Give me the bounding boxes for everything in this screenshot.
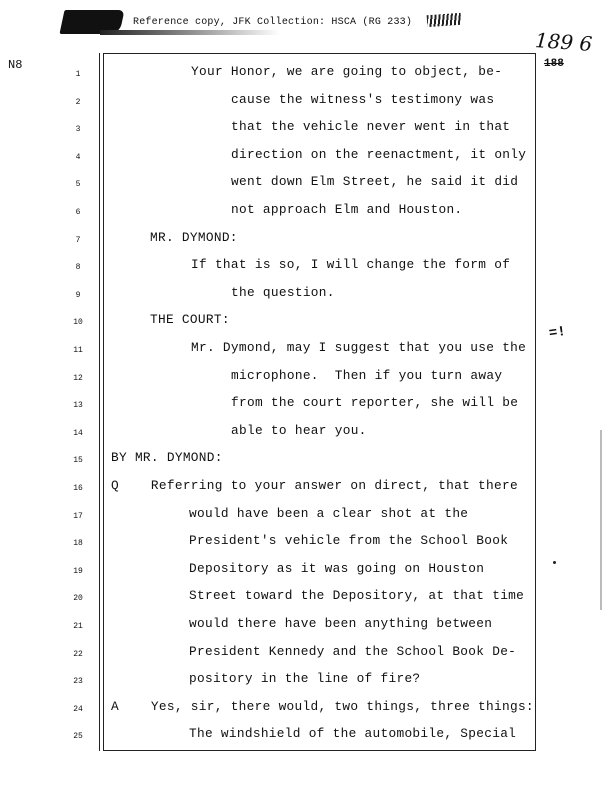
line-text: The windshield of the automobile, Special xyxy=(189,726,517,742)
line-number: 17 xyxy=(73,511,83,521)
stray-mark: =! xyxy=(547,323,567,343)
transcript-line xyxy=(0,478,612,498)
transcript-line xyxy=(0,395,612,415)
line-number: 13 xyxy=(73,401,83,411)
transcript-line xyxy=(0,174,612,194)
transcript-line xyxy=(0,257,612,277)
line-number: 7 xyxy=(75,235,81,245)
line-text: Your Honor, we are going to object, be- xyxy=(191,64,503,79)
line-text: Street toward the Depository, at that time xyxy=(189,588,525,604)
transcript-line xyxy=(0,64,612,84)
reference-header: Reference copy, JFK Collection: HSCA (RG 233) xyxy=(133,17,413,28)
transcript-line xyxy=(0,202,612,222)
line-number: 19 xyxy=(73,566,83,576)
line-text: Mr. Dymond, may I suggest that you use the xyxy=(191,340,527,355)
line-number: 11 xyxy=(73,346,83,355)
transcript-line xyxy=(0,644,612,664)
transcript-line xyxy=(0,726,612,746)
line-text: THE COURT: xyxy=(150,312,230,328)
line-number: 15 xyxy=(73,456,83,466)
line-number: 2 xyxy=(75,97,81,107)
header-stamp xyxy=(427,13,462,27)
transcript-line xyxy=(0,340,612,360)
transcript-line xyxy=(0,671,612,691)
line-text: that the vehicle never went in that xyxy=(231,119,511,135)
transcript-line xyxy=(0,147,612,167)
handwritten-page-number: 189 6 xyxy=(534,28,594,56)
transcript-line xyxy=(0,312,612,332)
transcript-line xyxy=(0,588,612,608)
transcript-line xyxy=(0,699,612,719)
line-text: A Yes, sir, there would, two things, three things: xyxy=(111,698,534,714)
line-text: BY MR. DYMOND: xyxy=(111,450,223,466)
line-number: 24 xyxy=(73,704,83,714)
line-number: 25 xyxy=(73,732,83,742)
line-text: would have been a clear shot at the xyxy=(189,505,469,521)
transcript-line xyxy=(0,119,612,139)
line-text: MR. DYMOND: xyxy=(150,229,238,245)
transcript-line xyxy=(0,423,612,443)
transcript-line xyxy=(0,506,612,526)
line-number: 5 xyxy=(75,180,81,190)
line-number: 18 xyxy=(73,539,83,549)
line-text: Depository as it was going on Houston xyxy=(189,560,485,576)
line-number: 23 xyxy=(73,677,83,687)
line-text: would there have been anything between xyxy=(189,616,493,631)
line-number: 6 xyxy=(75,208,81,217)
line-number: 3 xyxy=(75,125,81,135)
line-number: 1 xyxy=(75,70,81,79)
transcript-line xyxy=(0,533,612,553)
scan-streak xyxy=(100,30,280,35)
line-text: President's vehicle from the School Book xyxy=(189,533,509,549)
transcript-line xyxy=(0,92,612,112)
line-number: 12 xyxy=(73,373,83,383)
line-number: 14 xyxy=(73,428,83,438)
line-text: If that is so, I will change the form of xyxy=(191,257,511,273)
line-number: 16 xyxy=(73,484,83,493)
line-number: 9 xyxy=(75,290,81,300)
line-text: direction on the reenactment, it only xyxy=(231,146,527,162)
line-text: microphone. Then if you turn away xyxy=(231,367,503,383)
line-text: Q Referring to your answer on direct, that there xyxy=(111,478,518,493)
struck-page-number: 188 xyxy=(544,58,564,70)
transcript-line xyxy=(0,368,612,388)
transcript-line xyxy=(0,616,612,636)
line-text: President Kennedy and the School Book De- xyxy=(189,643,517,659)
line-text: cause the witness's testimony was xyxy=(231,91,495,107)
transcript-line xyxy=(0,450,612,470)
margin-note: N8 xyxy=(8,58,23,72)
line-text: able to hear you. xyxy=(231,422,367,438)
line-text: not approach Elm and Houston. xyxy=(231,202,463,217)
line-number: 4 xyxy=(75,152,81,162)
line-text: pository in the line of fire? xyxy=(189,671,421,687)
transcript-line xyxy=(0,230,612,250)
line-number: 10 xyxy=(73,318,83,328)
line-number: 21 xyxy=(73,622,83,631)
transcript-line xyxy=(0,561,612,581)
line-number: 22 xyxy=(73,649,83,659)
line-text: went down Elm Street, he said it did xyxy=(231,174,519,190)
line-number: 8 xyxy=(75,263,81,273)
line-number: 20 xyxy=(73,594,83,604)
transcript-line xyxy=(0,285,612,305)
line-text: from the court reporter, she will be xyxy=(231,395,519,411)
line-text: the question. xyxy=(231,284,335,300)
